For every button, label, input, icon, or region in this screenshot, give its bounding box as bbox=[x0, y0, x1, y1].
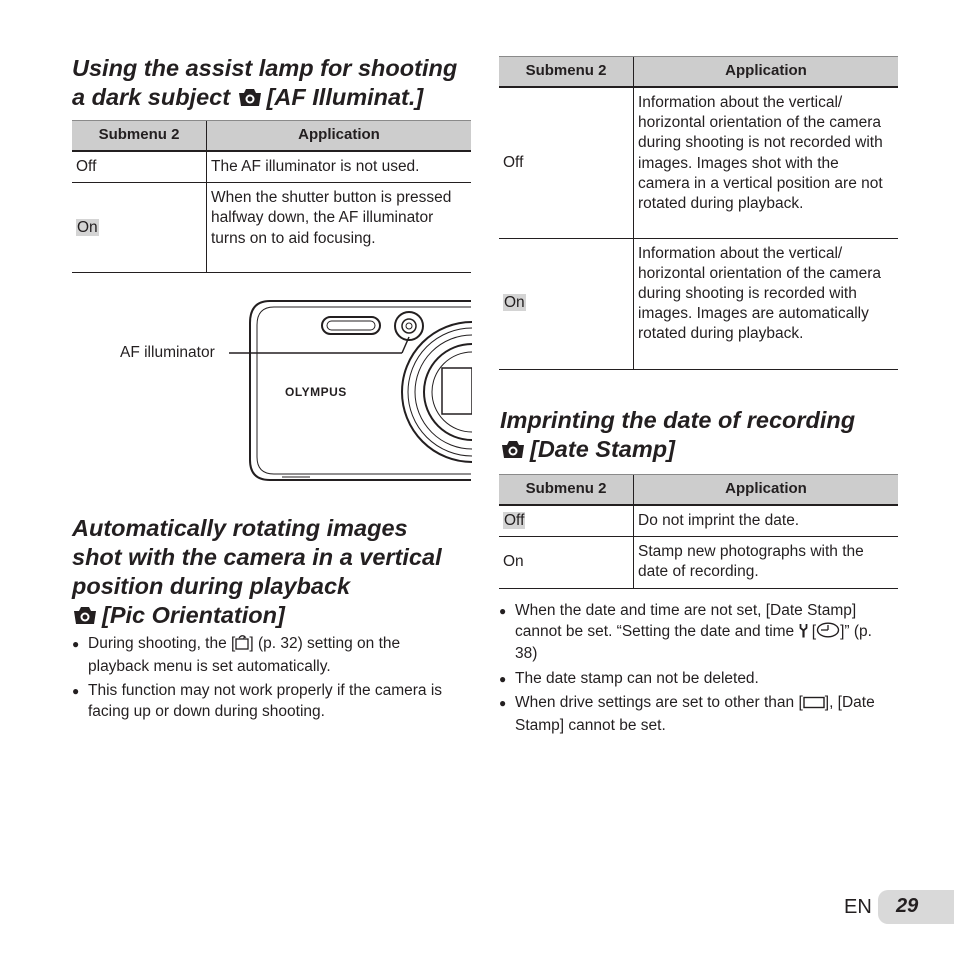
af-illuminator-figure bbox=[110, 295, 472, 485]
list-item: ● The date stamp can not be deleted. bbox=[499, 669, 894, 690]
page-number-tab bbox=[878, 890, 954, 924]
brand-logo: OLYMPUS bbox=[285, 385, 347, 399]
pic-orientation-icon bbox=[235, 634, 249, 657]
date-stamp-table bbox=[499, 474, 898, 589]
af-illuminator-table bbox=[72, 120, 471, 273]
application-cell: Do not imprint the date. bbox=[634, 505, 899, 537]
page-number: 29 bbox=[896, 895, 919, 917]
application-cell: Stamp new photographs with the date of recording. bbox=[634, 537, 899, 588]
application-cell: When the shutter button is pressed halfway down, the AF illuminator turns on to aid focusing. bbox=[207, 183, 472, 273]
table-header: Application bbox=[634, 57, 899, 88]
section-title-date-stamp: Imprinting the date of recording [Date Stamp] bbox=[500, 406, 900, 467]
camera-icon bbox=[72, 604, 98, 633]
application-cell: The AF illuminator is not used. bbox=[207, 151, 472, 183]
date-stamp-notes bbox=[499, 601, 894, 740]
application-cell: Information about the vertical/ horizontal orientation of the camera during shooting is recorded with images. Images are automatically rotated during playback. bbox=[634, 238, 899, 369]
list-item: ● This function may not work properly if the camera is facing up or down during shooting. bbox=[72, 681, 462, 722]
table-header: Submenu 2 bbox=[499, 475, 634, 506]
clock-icon bbox=[816, 622, 840, 645]
list-item: ● When the date and time are not set, [Date Stamp] cannot be set. “Setting the date and time [ ]” (p. 38) bbox=[499, 601, 894, 665]
option-cell: Off bbox=[499, 505, 634, 537]
option-cell: On bbox=[499, 537, 634, 588]
figure-label: AF illuminator bbox=[120, 344, 215, 361]
section-title-af-illuminat: Using the assist lamp for shooting a dark subject [AF Illuminat.] bbox=[72, 54, 472, 115]
option-cell: Off bbox=[499, 87, 634, 238]
table-row bbox=[499, 87, 898, 238]
language-label: EN bbox=[844, 896, 872, 918]
camera-icon bbox=[500, 438, 526, 467]
table-header: Submenu 2 bbox=[72, 121, 207, 152]
option-cell: Off bbox=[72, 151, 207, 183]
section-title-pic-orientation: Automatically rotating images shot with the camera in a vertical position during playback [Pic Orientation] bbox=[72, 514, 472, 633]
pic-orientation-notes bbox=[72, 634, 462, 726]
table-header: Submenu 2 bbox=[499, 57, 634, 88]
list-item: ● When drive settings are set to other than [ ], [Date Stamp] cannot be set. bbox=[499, 693, 894, 736]
table-header: Application bbox=[207, 121, 472, 152]
pic-orientation-table bbox=[499, 56, 898, 370]
list-item: ● During shooting, the [ ] (p. 32) setting on the playback menu is set automatically. bbox=[72, 634, 462, 677]
table-row bbox=[499, 505, 898, 537]
table-row bbox=[72, 183, 471, 273]
wrench-icon bbox=[799, 623, 808, 645]
camera-icon bbox=[237, 86, 263, 115]
table-row bbox=[499, 238, 898, 369]
table-row bbox=[499, 537, 898, 588]
option-cell: On bbox=[499, 238, 634, 369]
table-header: Application bbox=[634, 475, 899, 506]
table-row bbox=[72, 151, 471, 183]
single-frame-icon bbox=[803, 695, 825, 716]
option-cell: On bbox=[72, 183, 207, 273]
application-cell: Information about the vertical/ horizontal orientation of the camera during shooting is not recorded with images. Images shot with the camera in a vertical position are not rotated during playback. bbox=[634, 87, 899, 238]
